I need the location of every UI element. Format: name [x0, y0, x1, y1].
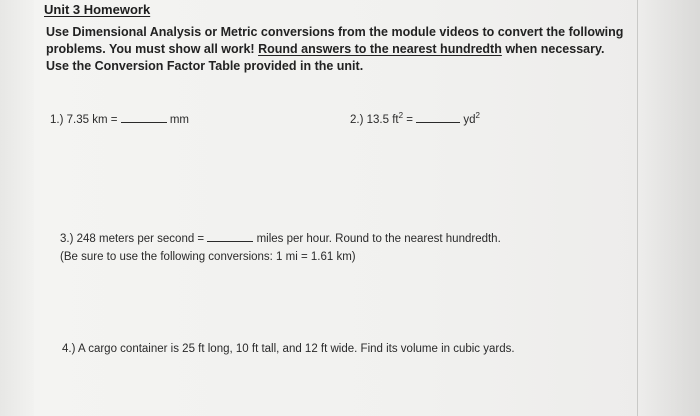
- problem-2-exponent: 2: [398, 111, 404, 121]
- problem-3: [60, 229, 501, 245]
- problem-2-unit-exponent: 2: [475, 111, 480, 121]
- problem-3-suffix: miles per hour. Round to the nearest hundredth.: [256, 233, 501, 245]
- instructions-rounding-rule: Round answers to the nearest hundredth: [258, 42, 502, 56]
- problem-1: [50, 110, 189, 126]
- problem-2-equals: =: [403, 114, 413, 126]
- instructions-text-1: Use Dimensional Analysis or Metric conversions from the module videos to convert the following problems. You must show all work!: [46, 25, 624, 56]
- problem-2: [350, 110, 480, 126]
- problem-2-unit: yd: [463, 114, 476, 126]
- instructions: [46, 24, 626, 75]
- problem-1-unit: mm: [169, 114, 190, 126]
- instructions-text-2: when necessary. Use the Conversion Factor Table provided in the unit.: [46, 42, 605, 73]
- problem-1-prompt: 1.) 7.35 km =: [50, 114, 118, 126]
- page-right-shadow: [640, 0, 700, 416]
- page-left-edge: [0, 0, 34, 416]
- problem-3-answer-blank: [207, 229, 253, 242]
- page-title: Unit 3 Homework: [44, 2, 151, 17]
- problem-3-prompt: 3.) 248 meters per second =: [60, 233, 205, 245]
- page-right-divider: [637, 0, 638, 416]
- problem-3-note: (Be sure to use the following conversions: 1 mi = 1.61 km): [60, 251, 356, 263]
- problem-2-prompt: 2.) 13.5 ft: [350, 114, 399, 126]
- problem-1-answer-blank: [121, 110, 167, 123]
- problem-2-answer-blank: [416, 110, 460, 123]
- problem-4: 4.) A cargo container is 25 ft long, 10 ft tall, and 12 ft wide. Find its volume in cubic yards.: [62, 343, 515, 355]
